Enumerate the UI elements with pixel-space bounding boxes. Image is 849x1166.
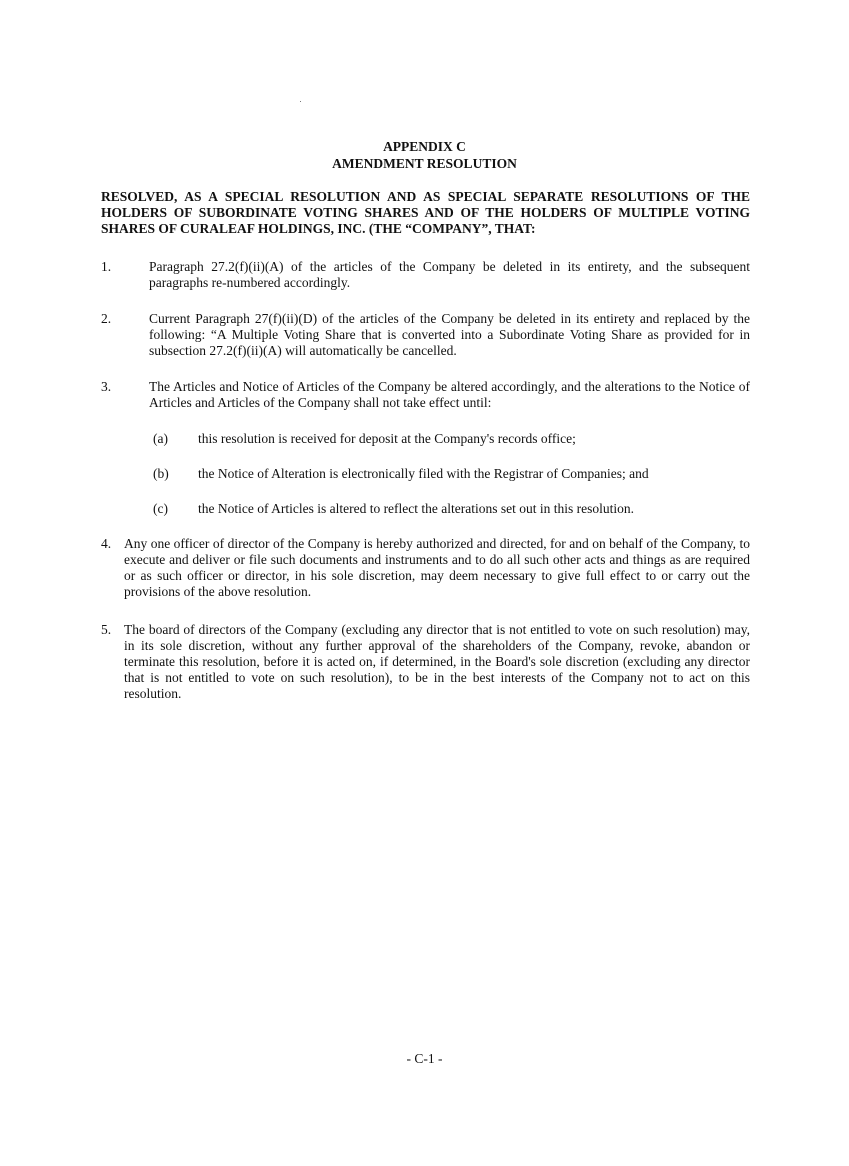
sub-item-text: this resolution is received for deposit at the Company's records office; [198,431,576,446]
resolution-item-3 [101,379,750,411]
item-number: 4. [101,536,112,551]
resolution-item-2 [101,311,750,359]
item-text: Paragraph 27.2(f)(ii)(A) of the articles of the Company be deleted in its entirety, and the subsequent paragraphs re-numbered accordingly. [149,259,750,290]
item-text: The board of directors of the Company (excluding any director that is not entitled to vote on such resolution) may, in its sole discretion, without any further approval of the shareholders of the Company, revoke, abandon or terminate this resolution, before it is acted on, if determined, in the Board's sole discretion (excluding any director that is not entitled to vote on such resolution), to be in the best interests of the Company not to act on this resolution. [124,622,750,701]
sub-item-number: (b) [153,466,169,481]
sub-item-number: (c) [153,501,168,516]
sub-item-text: the Notice of Alteration is electronically filed with the Registrar of Companies; and [198,466,649,481]
item-number: 5. [101,622,112,637]
resolution-item-4 [101,536,750,600]
page-number: - C-1 - [406,1051,443,1066]
item-number: 3. [101,379,112,394]
item-number: 2. [101,311,112,326]
sub-item-a [149,431,750,447]
sub-item-text: the Notice of Articles is altered to reflect the alterations set out in this resolution. [198,501,635,516]
item-text: Any one officer of director of the Company is hereby authorized and directed, for and on behalf of the Company, to execute and deliver or file such documents and instruments and to do all such other acts and things as are required or as such officer or director, in his sole discretion, may deem necessary to give full effect to or carry out the provisions of the above resolution. [124,536,750,599]
item-number: 1. [101,259,112,274]
item-text: The Articles and Notice of Articles of the Company be altered accordingly, and the alterations to the Notice of Articles and Articles of the Company shall not take effect until: [149,379,750,410]
resolution-item-5 [101,622,750,702]
item-text: Current Paragraph 27(f)(ii)(D) of the articles of the Company be deleted in its entirety and replaced by the following: “A Multiple Voting Share that is converted into a Subordinate Voting Share as provided for in subsection 27.2(f)(ii)(A) will automatically be cancelled. [149,311,750,358]
resolved-clause: RESOLVED, AS A SPECIAL RESOLUTION AND AS SPECIAL SEPARATE RESOLUTIONS OF THE HOLDERS OF SUBORDINATE VOTING SHARES AND OF THE HOLDERS OF MULTIPLE VOTING SHARES OF CURALEAF HOLDINGS, INC. (THE “COMPANY”, THAT: [101,189,750,236]
resolution-item-1 [101,259,750,291]
appendix-heading: APPENDIX C [383,139,466,154]
sub-item-c [149,501,750,517]
sub-item-number: (a) [153,431,168,446]
sub-item-b [149,466,750,482]
resolution-title: AMENDMENT RESOLUTION [332,156,517,171]
scan-speck [300,101,301,102]
